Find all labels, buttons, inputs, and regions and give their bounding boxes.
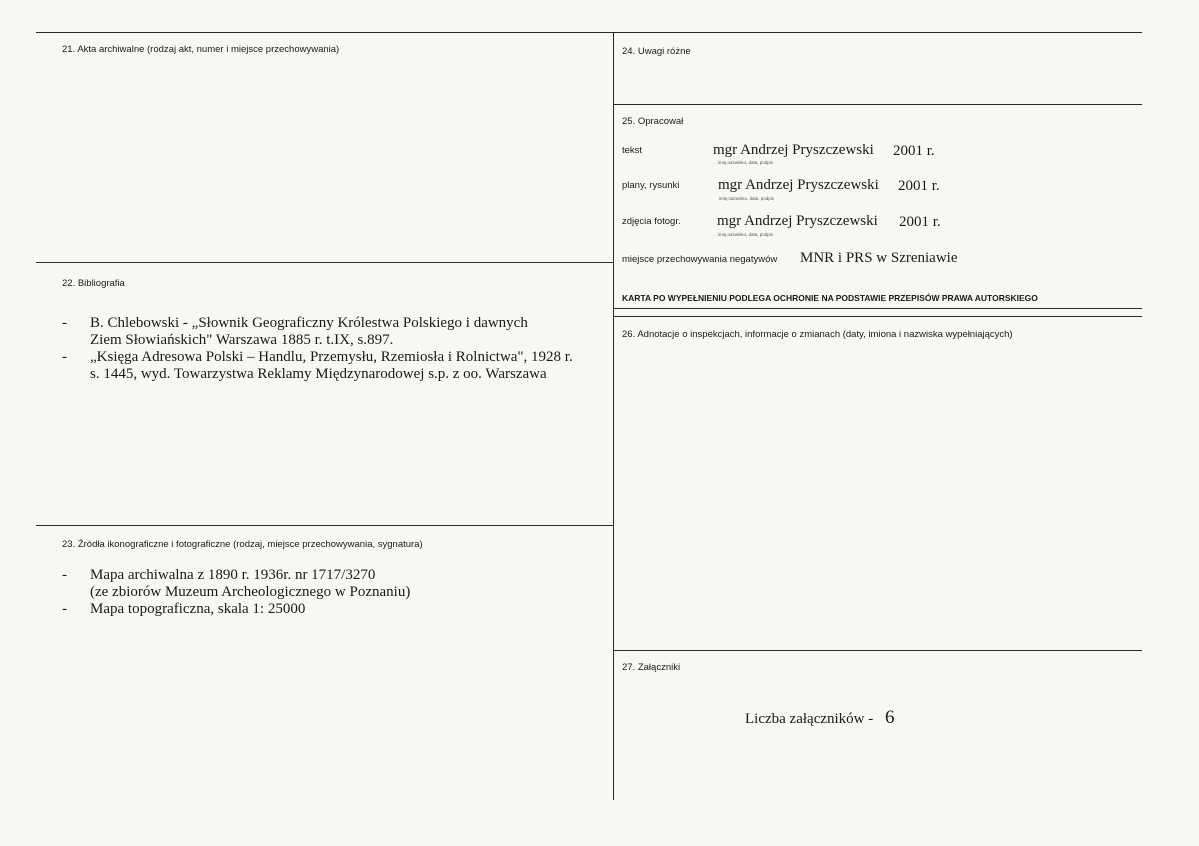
bullet-dash: - bbox=[62, 349, 67, 365]
source-item: - Mapa archiwalna z 1890 r. 1936r. nr 1717/3270 bbox=[62, 567, 376, 583]
divider-25-26 bbox=[614, 316, 1142, 317]
bullet-dash: - bbox=[62, 315, 67, 331]
bibliography-item: - B. Chlebowski - „Słownik Geograficzny Królestwa Polskiego i dawnych bbox=[62, 315, 528, 331]
divider-26-27 bbox=[614, 650, 1142, 651]
author-hint: imię,nazwisko, data, podpis bbox=[719, 196, 775, 201]
author-year: 2001 r. bbox=[893, 143, 935, 159]
section-22-label: 22. Bibliografia bbox=[62, 278, 125, 289]
author-name: mgr Andrzej Pryszczewski bbox=[713, 142, 874, 158]
negatives-value: MNR i PRS w Szreniawie bbox=[800, 250, 958, 266]
divider-24-25 bbox=[614, 104, 1142, 105]
author-row-label: plany, rysunki bbox=[622, 180, 680, 191]
bullet-dash: - bbox=[62, 601, 67, 617]
section-25-label: 25. Opracował bbox=[622, 116, 684, 127]
author-name: mgr Andrzej Pryszczewski bbox=[718, 177, 879, 193]
bibliography-item-cont: s. 1445, wyd. Towarzystwa Reklamy Międzynarodowej s.p. z oo. Warszawa bbox=[90, 366, 547, 382]
section-21-label: 21. Akta archiwalne (rodzaj akt, numer i miejsce przechowywania) bbox=[62, 44, 340, 55]
attachments-count-label: Liczba załączników - bbox=[745, 711, 874, 727]
section-27-label: 27. Załączniki bbox=[622, 662, 681, 673]
attachments-count-value: 6 bbox=[885, 707, 895, 728]
author-hint: imię,nazwisko, data, podpis bbox=[718, 232, 774, 237]
negatives-label: miejsce przechowywania negatywów bbox=[622, 254, 778, 265]
divider-22-23 bbox=[36, 525, 613, 526]
source-item: - Mapa topograficzna, skala 1: 25000 bbox=[62, 601, 306, 617]
author-year: 2001 r. bbox=[898, 178, 940, 194]
bibliography-item: - „Księga Adresowa Polski – Handlu, Przemysłu, Rzemiosła i Rolnictwa", 1928 r. bbox=[62, 349, 573, 365]
author-row-label: zdjęcia fotogr. bbox=[622, 216, 681, 227]
section-23-label: 23. Źródła ikonograficzne i fotograficzne (rodzaj, miejsce przechowywania, sygnatura) bbox=[62, 539, 423, 550]
divider-21-22 bbox=[36, 262, 613, 263]
author-hint: imię,nazwisko, data, podpis bbox=[718, 160, 774, 165]
section-26-label: 26. Adnotacje o inspekcjach, informacje o zmianach (daty, imiona i nazwiska wypełniających) bbox=[622, 329, 1013, 340]
source-item-cont: (ze zbiorów Muzeum Archeologicznego w Poznaniu) bbox=[90, 584, 411, 600]
author-name: mgr Andrzej Pryszczewski bbox=[717, 213, 878, 229]
column-divider bbox=[613, 32, 614, 800]
author-year: 2001 r. bbox=[899, 214, 941, 230]
bibliography-item-cont: Ziem Słowiańskich" Warszawa 1885 r. t.IX, s.897. bbox=[90, 332, 394, 348]
section-24-label: 24. Uwagi różne bbox=[622, 46, 691, 57]
bullet-dash: - bbox=[62, 567, 67, 583]
top-rule bbox=[36, 32, 1142, 33]
divider-copyright bbox=[614, 308, 1142, 309]
author-row-label: tekst bbox=[622, 145, 643, 156]
copyright-notice: KARTA PO WYPEŁNIENIU PODLEGA OCHRONIE NA PODSTAWIE PRZEPISÓW PRAWA AUTORSKIEGO bbox=[622, 293, 1038, 303]
